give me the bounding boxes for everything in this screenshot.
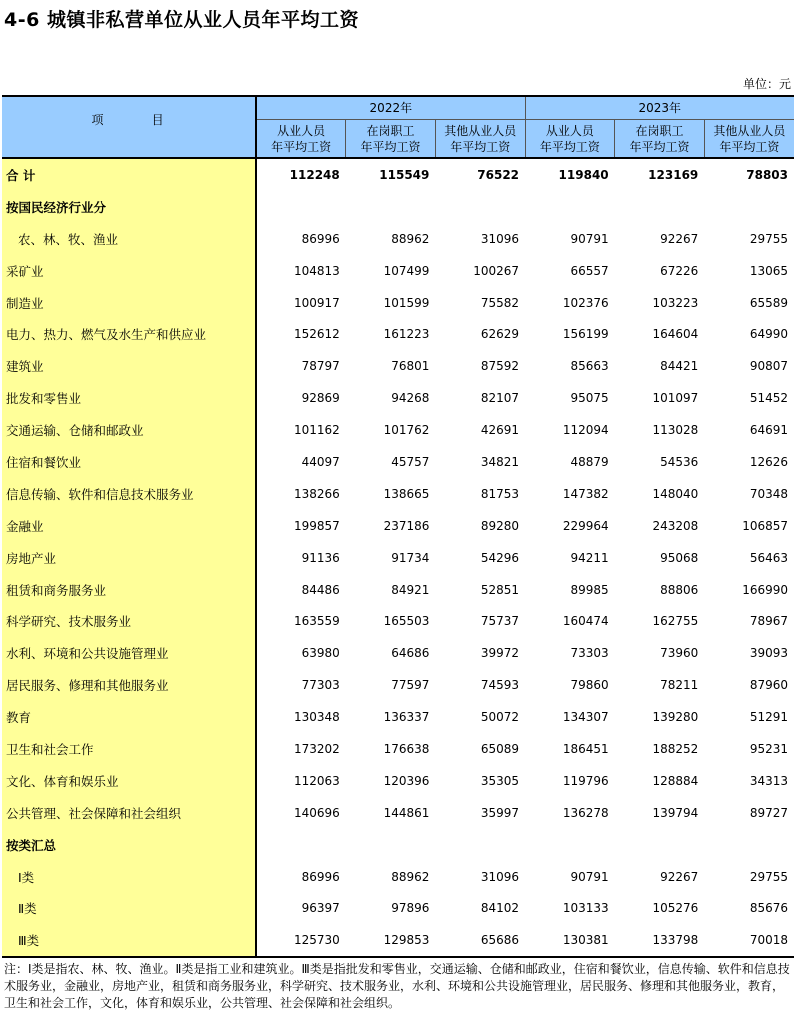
value-cell: 97896 bbox=[391, 901, 430, 916]
value-cell bbox=[525, 829, 615, 861]
value-cell: 64990 bbox=[749, 327, 788, 342]
row-label: 租赁和商务服务业 bbox=[2, 574, 256, 606]
value-cell: 77597 bbox=[391, 678, 430, 693]
value-cell: 45757 bbox=[391, 454, 430, 469]
table-row bbox=[2, 478, 794, 510]
table-row bbox=[2, 733, 794, 765]
value-cell: 13065 bbox=[749, 263, 788, 278]
value-cell: 12626 bbox=[749, 454, 788, 469]
table-row bbox=[2, 542, 794, 574]
row-label: 居民服务、修理和其他服务业 bbox=[2, 669, 256, 701]
value-cell: 139280 bbox=[652, 710, 699, 725]
value-cell: 136278 bbox=[562, 805, 609, 820]
value-cell: 31096 bbox=[480, 869, 520, 884]
row-label: 金融业 bbox=[2, 510, 256, 542]
value-cell: 100267 bbox=[473, 263, 520, 278]
value-cell: 76522 bbox=[477, 167, 520, 182]
row-label: 建筑业 bbox=[2, 350, 256, 382]
row-label: 房地产业 bbox=[2, 542, 256, 574]
value-cell: 51291 bbox=[749, 710, 788, 725]
value-cell: 148040 bbox=[652, 486, 699, 501]
table-row bbox=[2, 414, 794, 446]
value-cell bbox=[615, 829, 705, 861]
value-cell: 91734 bbox=[391, 550, 430, 565]
value-cell: 139794 bbox=[652, 805, 699, 820]
table-row bbox=[2, 574, 794, 606]
value-cell: 75737 bbox=[480, 614, 520, 629]
value-cell: 89985 bbox=[570, 582, 609, 597]
value-cell: 88806 bbox=[660, 582, 699, 597]
value-cell: 166990 bbox=[742, 582, 788, 597]
value-cell: 34821 bbox=[480, 454, 520, 469]
value-cell: 75582 bbox=[480, 295, 520, 310]
value-cell: 243208 bbox=[652, 518, 699, 533]
table-row bbox=[2, 255, 794, 287]
column-header: 其他从业人员 年平均工资 bbox=[704, 120, 794, 159]
value-cell: 66557 bbox=[570, 263, 609, 278]
column-header: 其他从业人员 年平均工资 bbox=[435, 120, 525, 159]
value-cell: 147382 bbox=[562, 486, 609, 501]
value-cell: 115549 bbox=[379, 167, 430, 182]
year-header-2023: 2023年 bbox=[525, 96, 794, 120]
value-cell: 113028 bbox=[652, 423, 699, 438]
value-cell: 85663 bbox=[570, 359, 609, 374]
value-cell: 164604 bbox=[652, 327, 699, 342]
value-cell: 229964 bbox=[562, 518, 609, 533]
value-cell: 199857 bbox=[293, 518, 340, 533]
value-cell: 165503 bbox=[383, 614, 430, 629]
column-header: 从业人员 年平均工资 bbox=[525, 120, 615, 159]
table-body bbox=[2, 158, 794, 957]
value-cell: 188252 bbox=[652, 741, 699, 756]
value-cell: 152612 bbox=[293, 327, 340, 342]
row-label: 科学研究、技术服务业 bbox=[2, 605, 256, 637]
value-cell: 64686 bbox=[391, 646, 430, 661]
value-cell: 31096 bbox=[480, 231, 520, 246]
value-cell: 84486 bbox=[301, 582, 340, 597]
table-row bbox=[2, 861, 794, 893]
footnote: 注：Ⅰ类是指农、林、牧、渔业。Ⅱ类是指工业和建筑业。Ⅲ类是指批发和零售业，交通运输、仓储和邮政业，住宿和餐饮业，信息传输、软件和信息技术服务业，金融业，房地产业，租赁和商务服务业，科学研究、技术服务业，水利、环境和公共设施管理业，居民服务、修理和其他服务业，教育，卫生和社会工作，文化，体育和娱乐业，公共管理、社会保障和社会组织。 bbox=[4, 962, 790, 1010]
value-cell: 52851 bbox=[480, 582, 520, 597]
value-cell: 90807 bbox=[749, 359, 788, 374]
value-cell: 176638 bbox=[383, 741, 430, 756]
value-cell: 92267 bbox=[660, 869, 699, 884]
table-row bbox=[2, 797, 794, 829]
value-cell: 95231 bbox=[749, 741, 788, 756]
value-cell: 107499 bbox=[383, 263, 430, 278]
value-cell: 92869 bbox=[301, 391, 340, 406]
column-header: 在岗职工 年平均工资 bbox=[615, 120, 705, 159]
value-cell: 128884 bbox=[652, 773, 699, 788]
table-row bbox=[2, 382, 794, 414]
value-cell: 94268 bbox=[391, 391, 430, 406]
value-cell: 73303 bbox=[570, 646, 609, 661]
table-row bbox=[2, 158, 794, 191]
table-row bbox=[2, 350, 794, 382]
value-cell: 112094 bbox=[562, 423, 609, 438]
value-cell: 81753 bbox=[480, 486, 520, 501]
table-row bbox=[2, 701, 794, 733]
value-cell: 54296 bbox=[480, 550, 520, 565]
row-label: 卫生和社会工作 bbox=[2, 733, 256, 765]
value-cell: 63980 bbox=[301, 646, 340, 661]
value-cell: 78967 bbox=[749, 614, 788, 629]
row-label: Ⅲ类 bbox=[2, 924, 256, 957]
value-cell: 112063 bbox=[293, 773, 340, 788]
value-cell: 161223 bbox=[383, 327, 430, 342]
value-cell: 96397 bbox=[301, 901, 340, 916]
value-cell: 78797 bbox=[301, 359, 340, 374]
value-cell: 34313 bbox=[749, 773, 788, 788]
value-cell: 85676 bbox=[749, 901, 788, 916]
value-cell: 39093 bbox=[749, 646, 788, 661]
value-cell: 103133 bbox=[562, 901, 609, 916]
table-row bbox=[2, 510, 794, 542]
row-label: 交通运输、仓储和邮政业 bbox=[2, 414, 256, 446]
row-label: Ⅰ类 bbox=[2, 861, 256, 893]
column-header: 从业人员 年平均工资 bbox=[256, 120, 346, 159]
value-cell: 48879 bbox=[570, 454, 609, 469]
item-header: 项 目 bbox=[2, 96, 256, 158]
value-cell: 29755 bbox=[749, 869, 788, 884]
value-cell: 84421 bbox=[660, 359, 699, 374]
value-cell: 101162 bbox=[293, 423, 340, 438]
row-label: 水利、环境和公共设施管理业 bbox=[2, 637, 256, 669]
value-cell: 89727 bbox=[749, 805, 788, 820]
value-cell: 112248 bbox=[289, 167, 340, 182]
value-cell: 237186 bbox=[383, 518, 430, 533]
value-cell: 70348 bbox=[749, 486, 788, 501]
row-label: 按类汇总 bbox=[2, 829, 256, 861]
value-cell: 74593 bbox=[480, 678, 520, 693]
value-cell bbox=[346, 829, 436, 861]
value-cell: 140696 bbox=[293, 805, 340, 820]
year-header-2022: 2022年 bbox=[256, 96, 525, 120]
table-row bbox=[2, 637, 794, 669]
value-cell: 138665 bbox=[383, 486, 430, 501]
table-row bbox=[2, 892, 794, 924]
value-cell: 95075 bbox=[570, 391, 609, 406]
value-cell: 133798 bbox=[615, 924, 705, 957]
table-row bbox=[2, 191, 794, 223]
row-label: 采矿业 bbox=[2, 255, 256, 287]
value-cell: 54536 bbox=[660, 454, 699, 469]
table-row bbox=[2, 605, 794, 637]
value-cell: 35997 bbox=[480, 805, 520, 820]
row-label: 公共管理、社会保障和社会组织 bbox=[2, 797, 256, 829]
row-label: 合 计 bbox=[2, 158, 256, 191]
value-cell bbox=[615, 191, 705, 223]
value-cell: 130348 bbox=[293, 710, 340, 725]
value-cell: 84921 bbox=[391, 582, 430, 597]
row-label: 住宿和餐饮业 bbox=[2, 446, 256, 478]
row-label: Ⅱ类 bbox=[2, 892, 256, 924]
value-cell bbox=[346, 191, 436, 223]
value-cell: 67226 bbox=[660, 263, 699, 278]
value-cell: 95068 bbox=[660, 550, 699, 565]
row-label: 电力、热力、燃气及水生产和供应业 bbox=[2, 318, 256, 350]
row-label: 按国民经济行业分 bbox=[2, 191, 256, 223]
value-cell: 120396 bbox=[383, 773, 430, 788]
value-cell: 70018 bbox=[704, 924, 794, 957]
value-cell: 73960 bbox=[660, 646, 699, 661]
value-cell bbox=[435, 191, 525, 223]
value-cell: 42691 bbox=[480, 423, 520, 438]
value-cell: 29755 bbox=[749, 231, 788, 246]
value-cell: 163559 bbox=[293, 614, 340, 629]
row-label: 文化、体育和娱乐业 bbox=[2, 765, 256, 797]
value-cell: 94211 bbox=[570, 550, 609, 565]
value-cell: 119840 bbox=[558, 167, 609, 182]
value-cell: 56463 bbox=[749, 550, 788, 565]
value-cell: 62629 bbox=[480, 327, 520, 342]
value-cell: 79860 bbox=[570, 678, 609, 693]
value-cell: 102376 bbox=[562, 295, 609, 310]
value-cell: 88962 bbox=[391, 869, 430, 884]
value-cell: 87592 bbox=[480, 359, 520, 374]
value-cell: 90791 bbox=[570, 869, 609, 884]
value-cell: 86996 bbox=[301, 231, 340, 246]
value-cell bbox=[256, 829, 346, 861]
value-cell: 84102 bbox=[480, 901, 520, 916]
value-cell: 77303 bbox=[301, 678, 340, 693]
value-cell: 44097 bbox=[301, 454, 340, 469]
value-cell bbox=[256, 191, 346, 223]
column-header: 在岗职工 年平均工资 bbox=[346, 120, 436, 159]
value-cell: 92267 bbox=[660, 231, 699, 246]
row-label: 信息传输、软件和信息技术服务业 bbox=[2, 478, 256, 510]
table-row bbox=[2, 287, 794, 319]
value-cell: 105276 bbox=[652, 901, 699, 916]
value-cell: 76801 bbox=[391, 359, 430, 374]
value-cell: 78803 bbox=[746, 167, 788, 182]
row-label: 批发和零售业 bbox=[2, 382, 256, 414]
value-cell: 82107 bbox=[480, 391, 520, 406]
wage-table bbox=[2, 95, 794, 958]
table-row bbox=[2, 669, 794, 701]
value-cell: 65686 bbox=[435, 924, 525, 957]
value-cell: 87960 bbox=[749, 678, 788, 693]
value-cell: 78211 bbox=[660, 678, 699, 693]
row-label: 农、林、牧、渔业 bbox=[2, 223, 256, 255]
value-cell bbox=[525, 191, 615, 223]
table-row bbox=[2, 829, 794, 861]
value-cell: 65589 bbox=[749, 295, 788, 310]
value-cell: 89280 bbox=[480, 518, 520, 533]
value-cell bbox=[435, 829, 525, 861]
value-cell: 119796 bbox=[562, 773, 609, 788]
value-cell: 86996 bbox=[301, 869, 340, 884]
value-cell: 138266 bbox=[293, 486, 340, 501]
value-cell: 39972 bbox=[480, 646, 520, 661]
value-cell: 129853 bbox=[346, 924, 436, 957]
page-title: 4-6 城镇非私营单位从业人员年平均工资 bbox=[4, 9, 359, 31]
value-cell: 91136 bbox=[301, 550, 340, 565]
value-cell: 156199 bbox=[562, 327, 609, 342]
value-cell: 100917 bbox=[293, 295, 340, 310]
value-cell: 101097 bbox=[652, 391, 699, 406]
value-cell: 51452 bbox=[749, 391, 788, 406]
value-cell bbox=[704, 829, 794, 861]
value-cell: 50072 bbox=[480, 710, 520, 725]
table-row bbox=[2, 318, 794, 350]
value-cell: 106857 bbox=[742, 518, 788, 533]
value-cell: 125730 bbox=[256, 924, 346, 957]
value-cell: 144861 bbox=[383, 805, 430, 820]
value-cell: 134307 bbox=[562, 710, 609, 725]
value-cell: 162755 bbox=[652, 614, 699, 629]
value-cell: 130381 bbox=[525, 924, 615, 957]
value-cell: 103223 bbox=[652, 295, 699, 310]
table-row bbox=[2, 924, 794, 957]
value-cell: 160474 bbox=[562, 614, 609, 629]
value-cell: 35305 bbox=[480, 773, 520, 788]
value-cell: 186451 bbox=[562, 741, 609, 756]
value-cell: 173202 bbox=[293, 741, 340, 756]
row-label: 制造业 bbox=[2, 287, 256, 319]
unit-label: 单位：元 bbox=[742, 77, 791, 91]
value-cell: 65089 bbox=[480, 741, 520, 756]
value-cell: 136337 bbox=[383, 710, 430, 725]
value-cell: 123169 bbox=[648, 167, 699, 182]
value-cell: 90791 bbox=[570, 231, 609, 246]
value-cell: 88962 bbox=[391, 231, 430, 246]
value-cell bbox=[704, 191, 794, 223]
table-row bbox=[2, 446, 794, 478]
table-row bbox=[2, 223, 794, 255]
value-cell: 64691 bbox=[749, 423, 788, 438]
row-label: 教育 bbox=[2, 701, 256, 733]
value-cell: 104813 bbox=[293, 263, 340, 278]
table-row bbox=[2, 765, 794, 797]
value-cell: 101599 bbox=[383, 295, 430, 310]
value-cell: 101762 bbox=[383, 423, 430, 438]
